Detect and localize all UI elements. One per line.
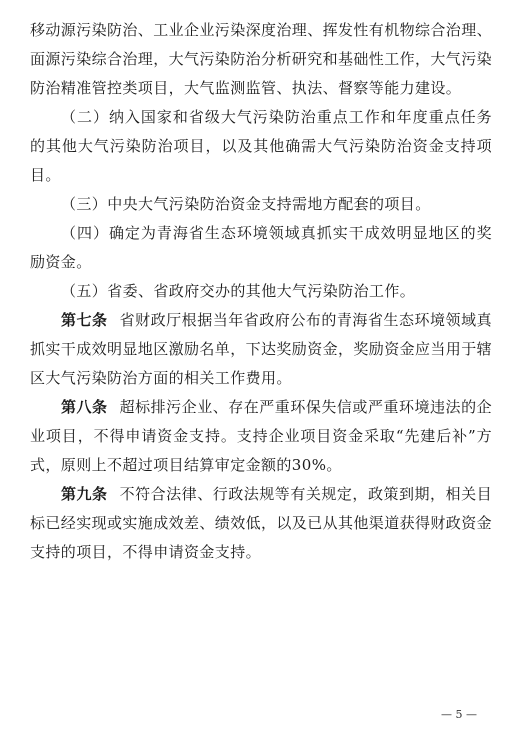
paragraph-item-2: （二）纳入国家和省级大气污染防治重点工作和年度重点任务的其他大气污染防治项目，以及其他确需大气污染防治资金支持项目。 [30, 108, 492, 184]
paragraph-item-5: （五）省委、省政府交办的其他大气污染防治工作。 [61, 282, 416, 300]
article-7-label: 第七条 [61, 311, 108, 329]
paragraph-continuation: 移动源污染防治、工业企业污染深度治理、挥发性有机物综合治理、面源污染综合治理，大气污染防治分析研究和基础性工作，大气污染防治精准管控类项目，大气监测监管、执法、督察等能力建设。 [30, 21, 493, 97]
article-8-label: 第八条 [61, 398, 108, 416]
article-9 [30, 480, 492, 567]
article-9-text: 不符合法律、行政法规等有关规定，政策到期，相关目标已经实现或实施成效差、绩效低，以及已从其他渠道获得财政资金支持的项目，不得申请资金支持。 [30, 485, 493, 561]
article-8-text: 超标排污企业、存在严重环保失信或严重环境违法的企业项目，不得申请资金支持。支持企业项目资金采取“先建后补”方式，原则上不超过项目结算审定金额的30%。 [30, 398, 493, 474]
page-number: — 5 — [441, 708, 477, 721]
paragraph-item-4: （四）确定为青海省生态环境领域真抓实干成效明显地区的奖励资金。 [30, 224, 492, 271]
paragraph-item-3: （三）中央大气污染防治资金支持需地方配套的项目。 [61, 195, 431, 213]
article-9-label: 第九条 [61, 485, 108, 503]
body-text [30, 16, 492, 567]
article-7 [30, 306, 492, 393]
article-8 [30, 393, 492, 480]
article-7-text: 省财政厅根据当年省政府公布的青海省生态环境领域真抓实干成效明显地区激励名单，下达奖励资金，奖励资金应当用于辖区大气污染防治方面的相关工作费用。 [30, 311, 493, 387]
